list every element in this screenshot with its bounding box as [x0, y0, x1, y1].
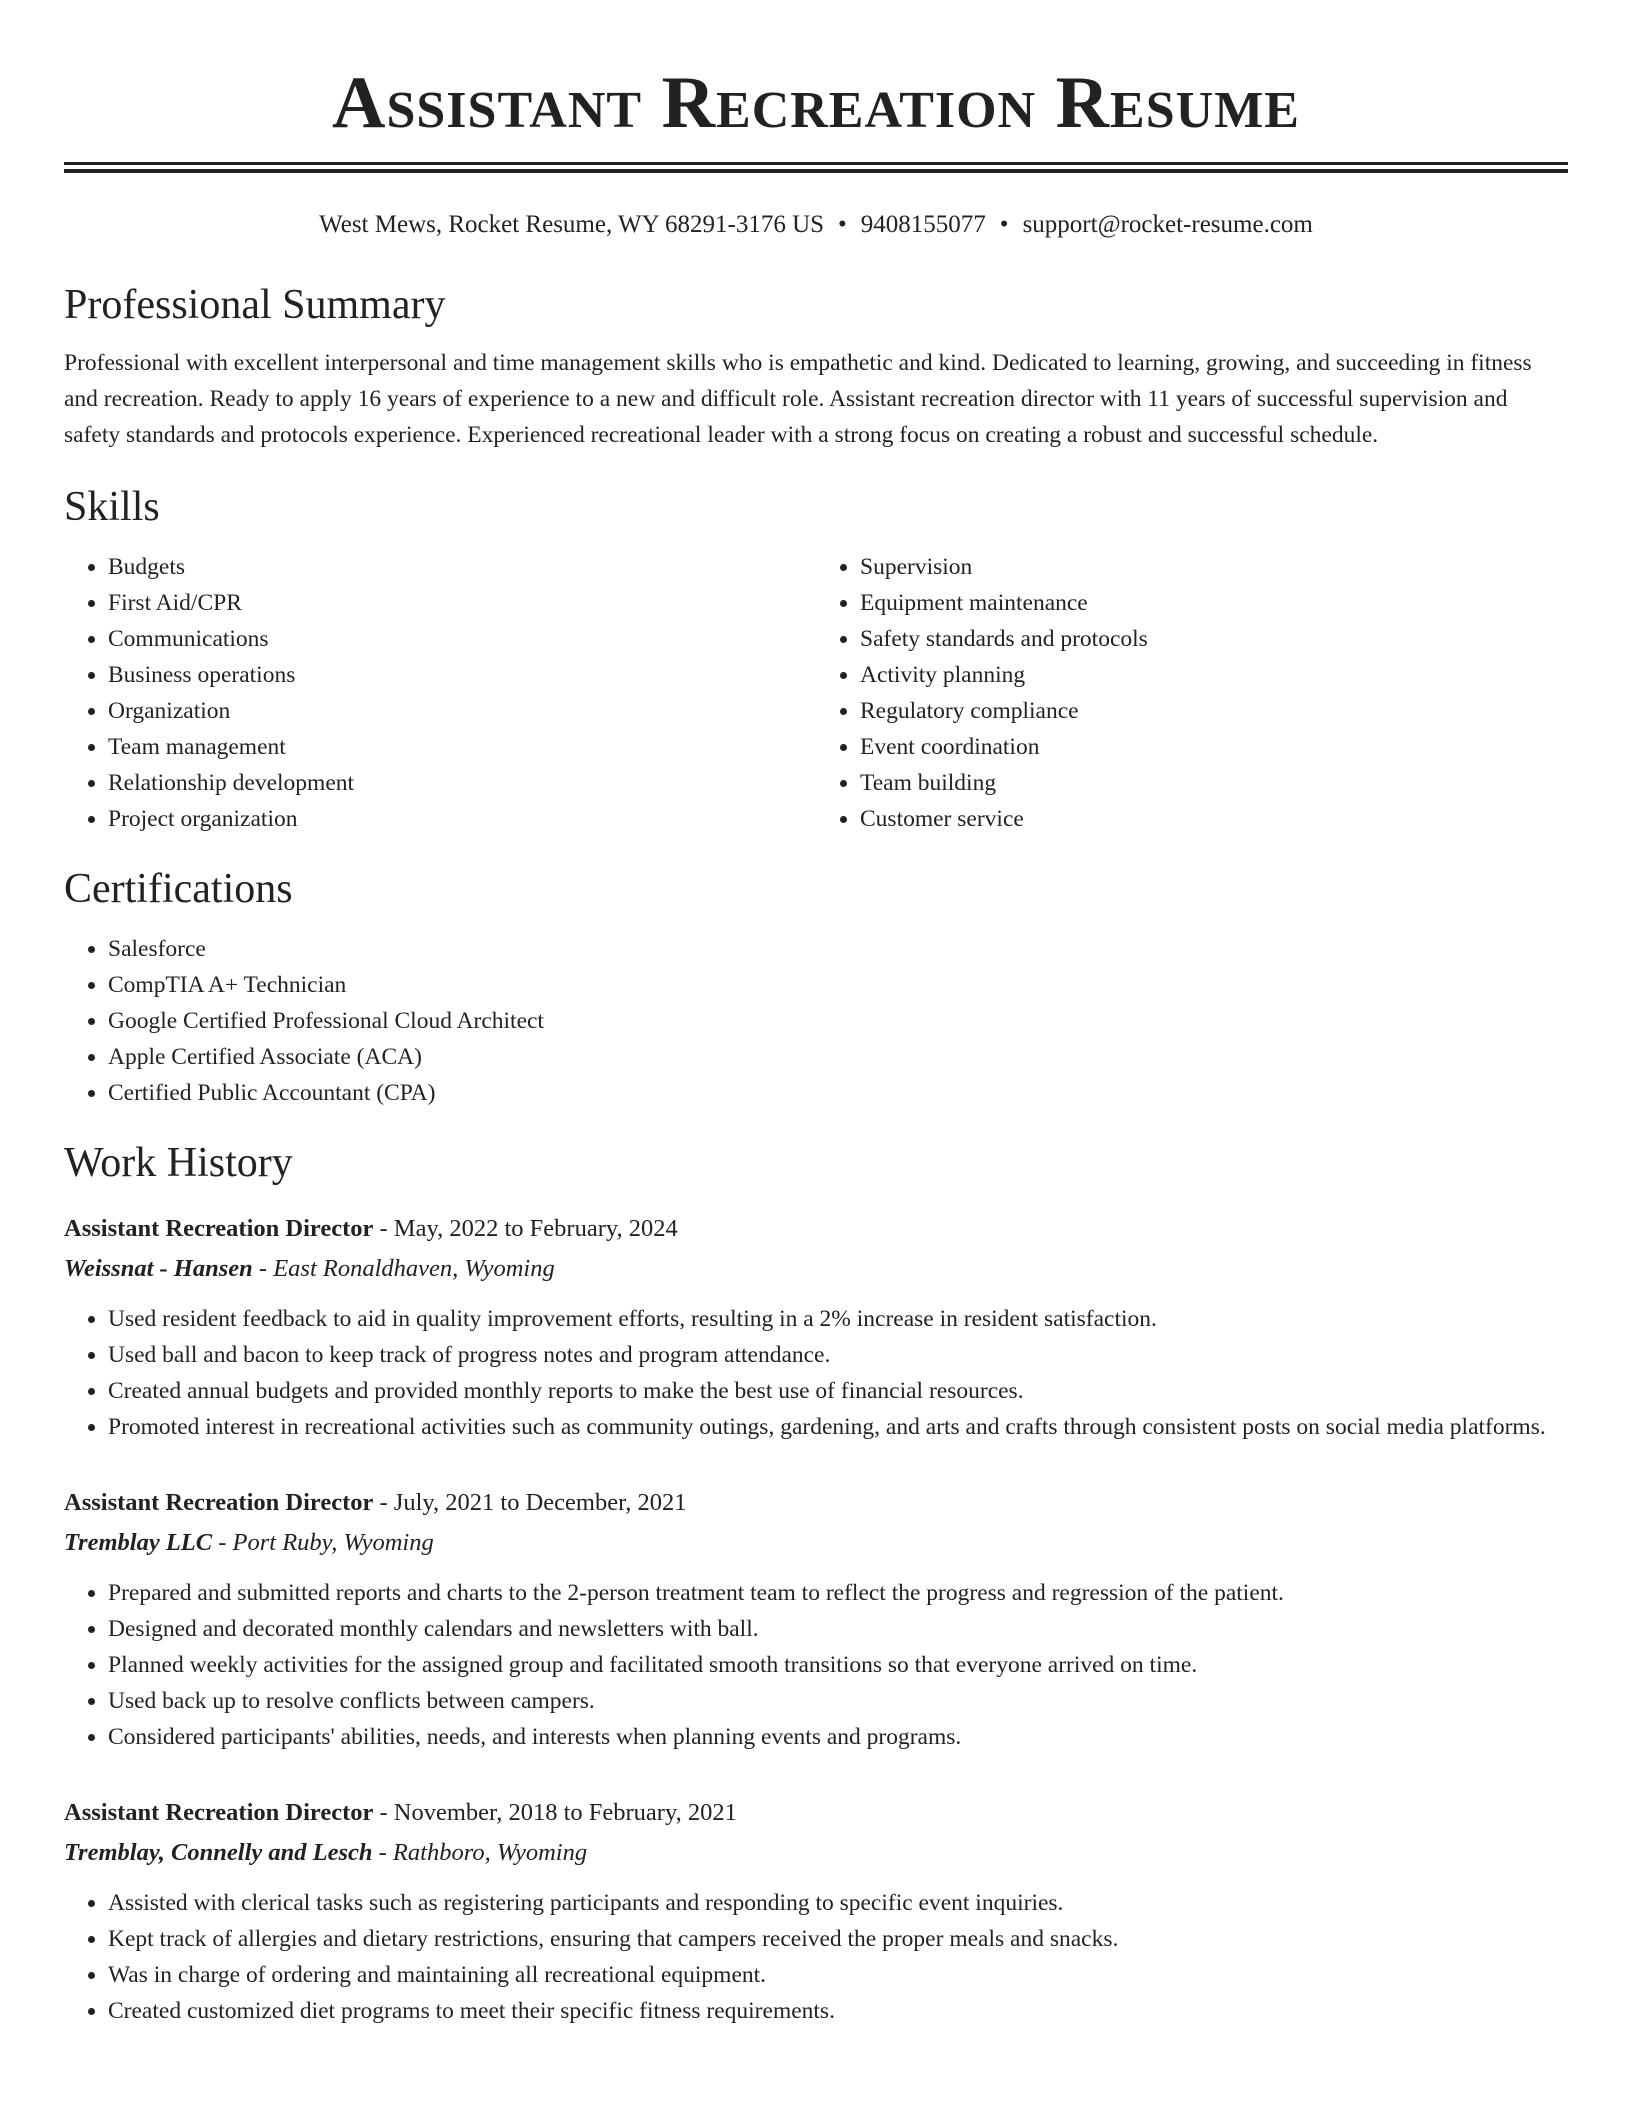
job-bullet: • Designed and decorated monthly calendars and newsletters with ball. — [108, 1611, 1568, 1647]
job-company-line — [64, 1249, 1568, 1289]
skill-item: • Event coordination — [860, 729, 1568, 765]
job-bullet: • Kept track of allergies and dietary restrictions, ensuring that campers received the proper meals and snacks. — [108, 1921, 1568, 1957]
skill-item: • Equipment maintenance — [860, 585, 1568, 621]
job-entry — [64, 1793, 1568, 2029]
work-history-heading: Work History — [64, 1140, 293, 1186]
skill-item: • Team building — [860, 765, 1568, 801]
summary-text: Professional with excellent interpersonal and time management skills who is empathetic and kind. Dedicated to learning, growing, and succeeding in fitness and recreation. Ready to apply 16 years of experience to a new and difficult role. Assistant recreation director with 11 years of successful supervision and safety standards and protocols experience. Experienced recreational leader with a strong focus on creating a robust and successful schedule. — [64, 350, 1532, 448]
resume-page — [64, 0, 1568, 2029]
dash: - — [212, 1529, 233, 1556]
contact-separator: • — [838, 211, 847, 238]
job-bullets — [64, 1575, 1568, 1755]
skill-item: • Regulatory compliance — [860, 693, 1568, 729]
job-company-line — [64, 1523, 1568, 1563]
job-bullets — [64, 1301, 1568, 1445]
dash: - — [373, 1489, 394, 1516]
skill-item: • Communications — [108, 621, 816, 657]
skill-item: • Safety standards and protocols — [860, 621, 1568, 657]
contact-address: West Mews, Rocket Resume, WY 68291-3176 US — [319, 211, 825, 238]
certifications-list — [64, 931, 1568, 1111]
job-location: Rathboro, Wyoming — [392, 1839, 588, 1866]
job-bullets — [64, 1885, 1568, 2029]
job-bullet: • Created annual budgets and provided monthly reports to make the best use of financial resources. — [108, 1373, 1568, 1409]
contact-separator: • — [999, 211, 1009, 238]
job-title: Assistant Recreation Director — [64, 1489, 374, 1516]
skill-item: • Customer service — [860, 801, 1568, 837]
certification-item: • CompTIA A+ Technician — [108, 967, 1568, 1003]
job-dates: July, 2021 to December, 2021 — [393, 1489, 687, 1516]
dash: - — [372, 1839, 393, 1866]
job-title-line — [64, 1483, 1568, 1523]
skills-columns — [64, 549, 1568, 837]
job-bullet: • Was in charge of ordering and maintaining all recreational equipment. — [108, 1957, 1568, 1993]
job-dates: November, 2018 to February, 2021 — [393, 1799, 737, 1826]
job-company: Weissnat - Hansen — [64, 1255, 253, 1282]
job-bullet: • Used ball and bacon to keep track of progress notes and program attendance. — [108, 1337, 1568, 1373]
job-location: East Ronaldhaven, Wyoming — [273, 1255, 555, 1282]
dash: - — [373, 1799, 394, 1826]
job-bullet: • Considered participants' abilities, needs, and interests when planning events and programs. — [108, 1719, 1568, 1755]
job-bullet: • Used back up to resolve conflicts between campers. — [108, 1683, 1568, 1719]
skill-item: • Team management — [108, 729, 816, 765]
job-bullet: • Used resident feedback to aid in quality improvement efforts, resulting in a 2% increase in resident satisfaction. — [108, 1301, 1568, 1337]
job-bullet: • Planned weekly activities for the assigned group and facilitated smooth transitions so that everyone arrived on time. — [108, 1647, 1568, 1683]
summary-heading: Professional Summary — [64, 282, 446, 328]
skills-list-right — [816, 549, 1568, 837]
job-entry — [64, 1209, 1568, 1445]
job-title: Assistant Recreation Director — [64, 1215, 374, 1242]
certification-item: • Apple Certified Associate (ACA) — [108, 1039, 1568, 1075]
title-divider — [64, 162, 1568, 173]
skill-item: • Activity planning — [860, 657, 1568, 693]
certification-item: • Salesforce — [108, 931, 1568, 967]
skill-item: • Supervision — [860, 549, 1568, 585]
job-bullet: • Promoted interest in recreational activities such as community outings, gardening, and arts and crafts through consistent posts on social media platforms. — [108, 1409, 1568, 1445]
job-entry — [64, 1483, 1568, 1755]
skill-item: • Budgets — [108, 549, 816, 585]
skills-list-left — [64, 549, 816, 837]
skill-item: • Business operations — [108, 657, 816, 693]
certifications-heading: Certifications — [64, 866, 293, 912]
job-dates: May, 2022 to February, 2024 — [393, 1215, 678, 1242]
skill-item: • Organization — [108, 693, 816, 729]
dash: - — [252, 1255, 274, 1282]
page-title: Assistant Recreation Resume — [332, 62, 1300, 144]
dash: - — [373, 1215, 394, 1242]
job-company: Tremblay, Connelly and Lesch — [64, 1839, 373, 1866]
skills-heading: Skills — [64, 484, 160, 530]
certification-item: • Google Certified Professional Cloud Architect — [108, 1003, 1568, 1039]
contact-phone: 9408155077 — [860, 211, 986, 238]
skill-item: • Relationship development — [108, 765, 816, 801]
job-bullet: • Assisted with clerical tasks such as registering participants and responding to specific event inquiries. — [108, 1885, 1568, 1921]
skill-item: • First Aid/CPR — [108, 585, 816, 621]
skill-item: • Project organization — [108, 801, 816, 837]
job-bullet: • Prepared and submitted reports and charts to the 2-person treatment team to reflect the progress and regression of the patient. — [108, 1575, 1568, 1611]
job-title-line — [64, 1793, 1568, 1833]
contact-email: support@rocket-resume.com — [1022, 211, 1313, 238]
job-company: Tremblay LLC — [64, 1529, 213, 1556]
job-title-line — [64, 1209, 1568, 1249]
certification-item: • Certified Public Accountant (CPA) — [108, 1075, 1568, 1111]
job-company-line — [64, 1833, 1568, 1873]
job-bullet: • Created customized diet programs to meet their specific fitness requirements. — [108, 1993, 1568, 2029]
job-location: Port Ruby, Wyoming — [232, 1529, 434, 1556]
contact-line — [64, 209, 1568, 241]
job-title: Assistant Recreation Director — [64, 1799, 374, 1826]
